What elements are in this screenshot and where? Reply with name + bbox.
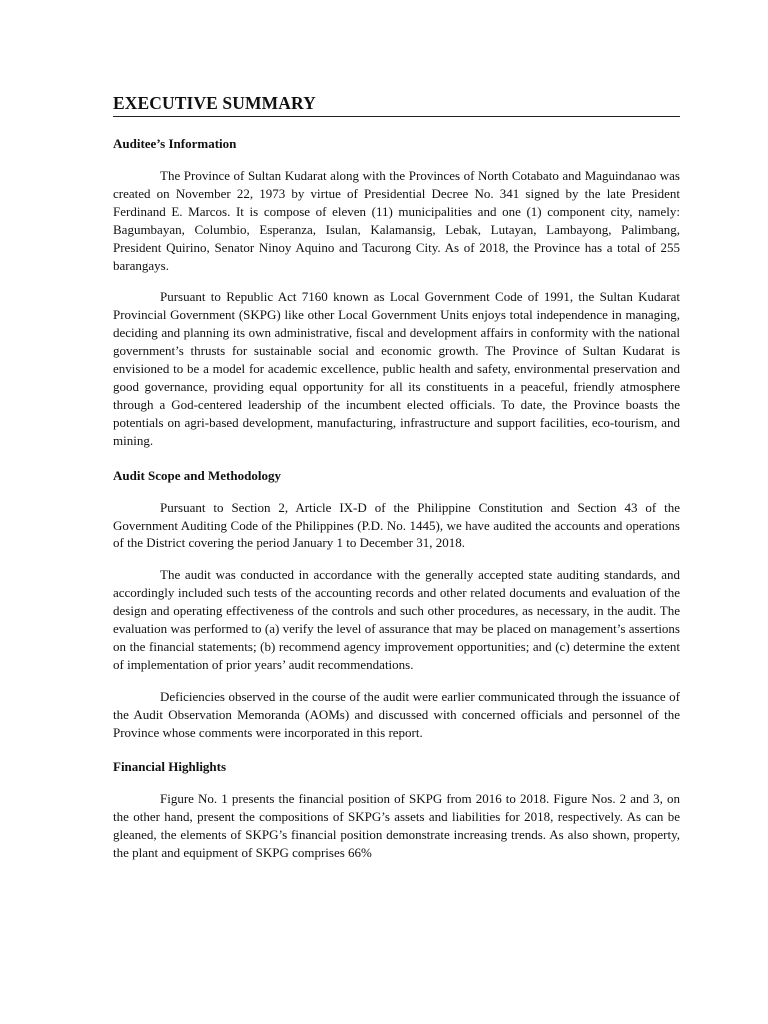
document-body (113, 92, 680, 862)
paragraph: Pursuant to Section 2, Article IX-D of the Philippine Constitution and Section 43 of the Government Auditing Code of the Philippines (P.D. No. 1445), we have audited the accounts and operations of the District covering the period January 1 to December 31, 2018. (113, 499, 680, 551)
paragraph: Deficiencies observed in the course of the audit were earlier communicated through the issuance of the Audit Observation Memoranda (AOMs) and discussed with concerned officials and personnel of the Province whose comments were incorporated in this report. (113, 688, 680, 740)
paragraph: Figure No. 1 presents the financial position of SKPG from 2016 to 2018. Figure Nos. 2 and 3, on the other hand, present the compositions of SKPG’s assets and liabilities for 2018, respectively. As can be gleaned, the elements of SKPG’s financial position demonstrate increasing trends. As also shown, property, the plant and equipment of SKPG comprises 66% (113, 791, 680, 861)
section-heading-audit-scope: Audit Scope and Methodology (113, 467, 281, 483)
page-title: EXECUTIVE SUMMARY (113, 92, 680, 117)
paragraph: The audit was conducted in accordance with the generally accepted state auditing standards, and accordingly included such tests of the accounting records and other related documents and evaluation of the design and operating effectiveness of the controls and such other procedures, as necessary, in the audit. The evaluation was performed to (a) verify the level of assurance that may be placed on management’s assertions on the financial statements; (b) recommend agency improvement opportunities; and (c) determine the extent of implementation of prior years’ audit recommendations. (113, 567, 680, 672)
section-heading-financial-highlights: Financial Highlights (113, 759, 227, 775)
section-heading-auditee-information: Auditee’s Information (113, 136, 237, 151)
paragraph: The Province of Sultan Kudarat along with the Provinces of North Cotabato and Maguindanao was created on November 22, 1973 by virtue of Presidential Decree No. 341 signed by the late President Ferdinand E. Marcos. It is compose of eleven (11) municipalities and one (1) component city, namely: Bagumbayan, Columbio, Esperanza, Isulan, Kalamansig, Lebak, Lutayan, Lambayong, Palimbang, President Quirino, Senator Ninoy Aquino and Tacurong City. As of 2018, the Province has a total of 255 barangays. (113, 168, 680, 273)
paragraph: Pursuant to Republic Act 7160 known as Local Government Code of 1991, the Sultan Kudarat Provincial Government (SKPG) like other Local Government Units enjoys total independence in managing, deciding and planning its own administrative, fiscal and development affairs in conformity with the national government’s thrusts for sustainable social and economic growth. The Province of Sultan Kudarat is envisioned to be a model for academic excellence, public health and safety, environmental preservation and good governance, providing equal opportunity for all its constituents in a peaceful, friendly atmosphere through a God-centered leadership of the incumbent elected officials. To date, the Province boasts the potentials on agri-based development, manufacturing, infrastructure and support facilities, eco-tourism, and mining. (113, 289, 680, 448)
